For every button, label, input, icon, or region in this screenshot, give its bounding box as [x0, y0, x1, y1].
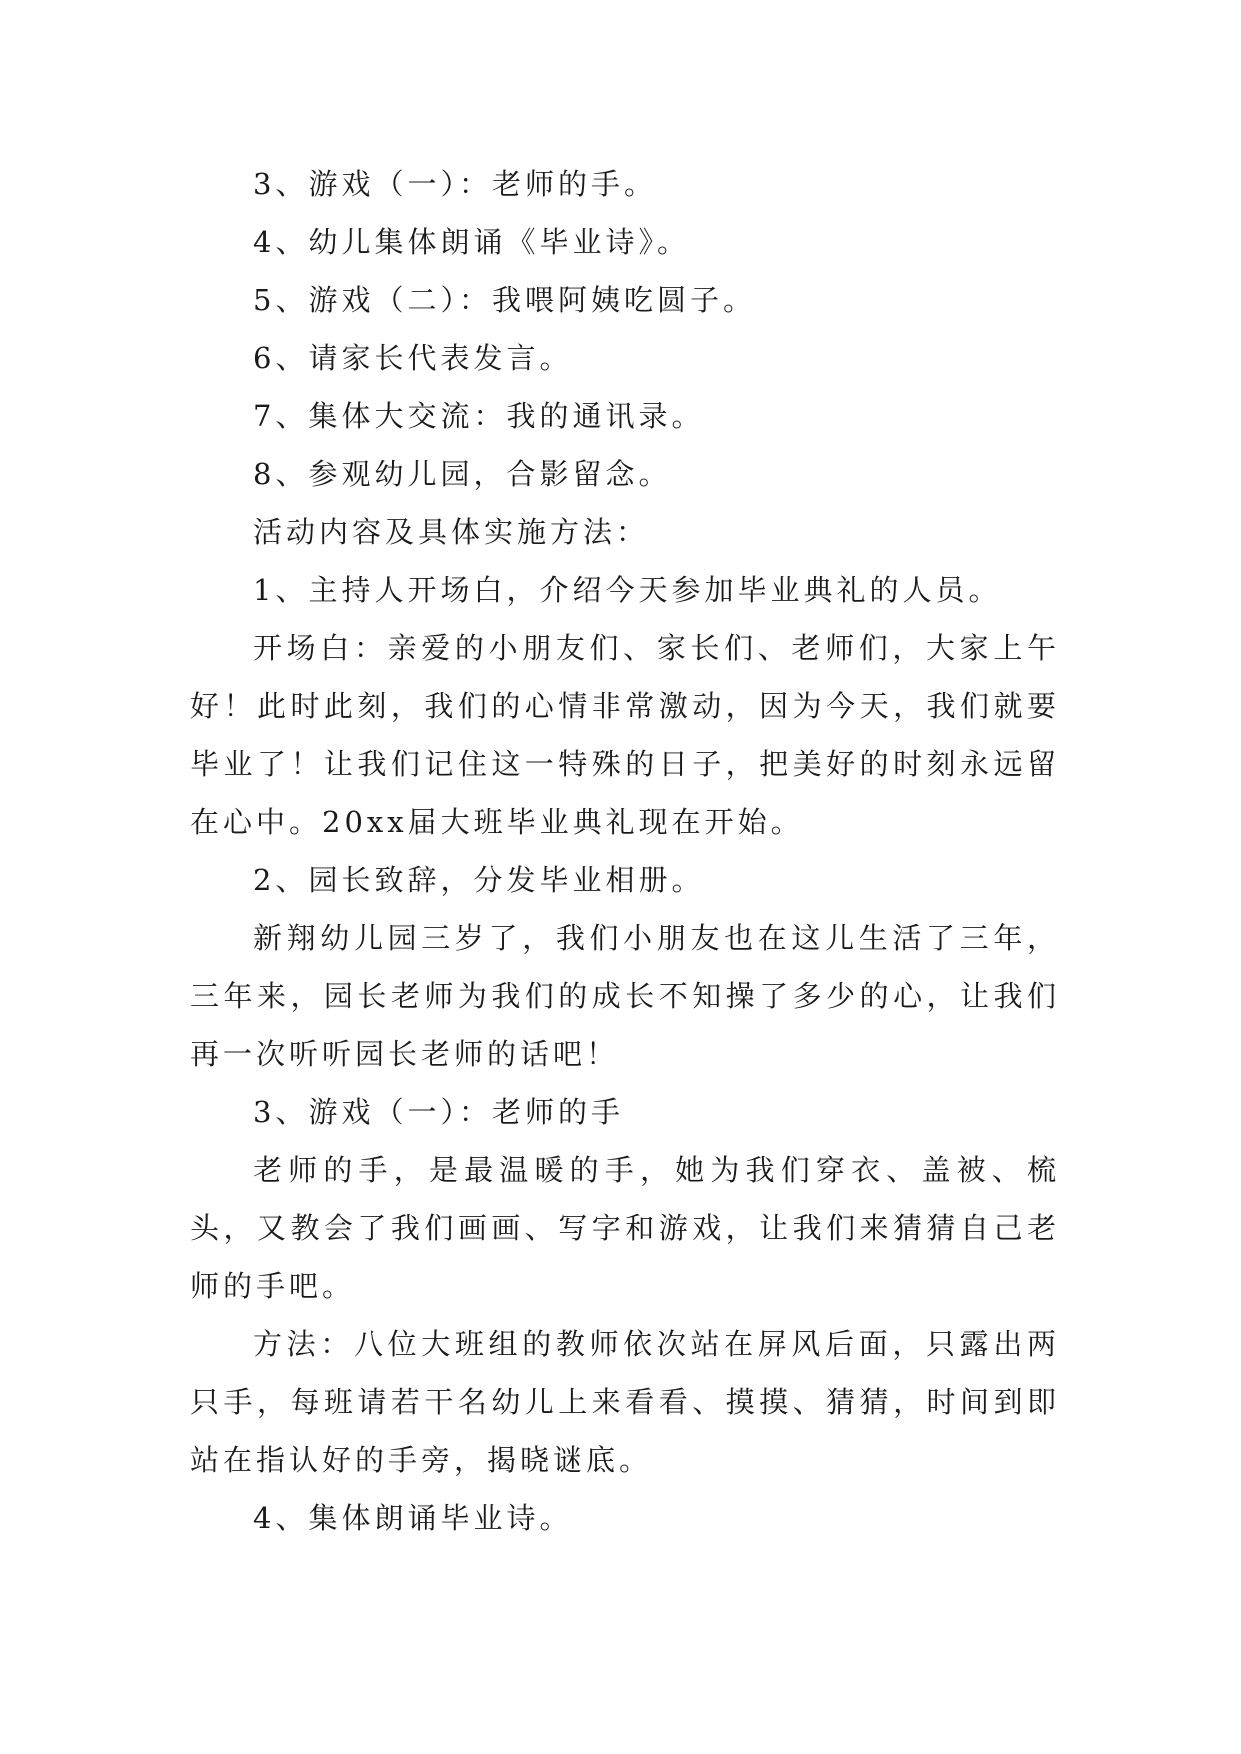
program-item-visit: 8、参观幼儿园，合影留念。: [253, 457, 672, 491]
step-1-heading: 1、主持人开场白，介绍今天参加毕业典礼的人员。: [253, 573, 1002, 607]
step-2-paragraph: 新翔幼儿园三岁了，我们小朋友也在这儿生活了三年，三年来，园长老师为我们的成长不知操了多少的心，让我们再一次听听园长老师的话吧！: [190, 921, 1060, 1071]
document-body: [190, 155, 1060, 1547]
step-4-heading: 4、集体朗诵毕业诗。: [253, 1501, 573, 1535]
step-3-paragraph: 老师的手，是最温暖的手，她为我们穿衣、盖被、梳头，又教会了我们画画、写字和游戏，让我们来猜猜自己老师的手吧。: [190, 1153, 1060, 1303]
program-item-game-two: 5、游戏（二）：我喂阿姨吃圆子。: [253, 283, 756, 317]
step-3-heading: 3、游戏（一）：老师的手: [253, 1095, 624, 1129]
section-heading-activity-methods: 活动内容及具体实施方法：: [253, 515, 650, 549]
step-3-method-paragraph: 方法：八位大班组的教师依次站在屏风后面，只露出两只手，每班请若干名幼儿上来看看、摸摸、猜猜，时间到即站在指认好的手旁，揭晓谜底。: [190, 1327, 1060, 1477]
program-item-poem: 4、幼儿集体朗诵《毕业诗》。: [253, 225, 690, 259]
opening-speech-paragraph: 开场白：亲爱的小朋友们、家长们、老师们，大家上午好！此时此刻，我们的心情非常激动，因为今天，我们就要毕业了！让我们记住这一特殊的日子，把美好的时刻永远留在心中。20xx届大班毕业典礼现在开始。: [190, 631, 1060, 839]
program-item-exchange: 7、集体大交流：我的通讯录。: [253, 399, 705, 433]
program-item-parent-speech: 6、请家长代表发言。: [253, 341, 573, 375]
step-2-heading: 2、园长致辞，分发毕业相册。: [253, 863, 705, 897]
program-item-game-one: 3、游戏（一）：老师的手。: [253, 167, 657, 201]
